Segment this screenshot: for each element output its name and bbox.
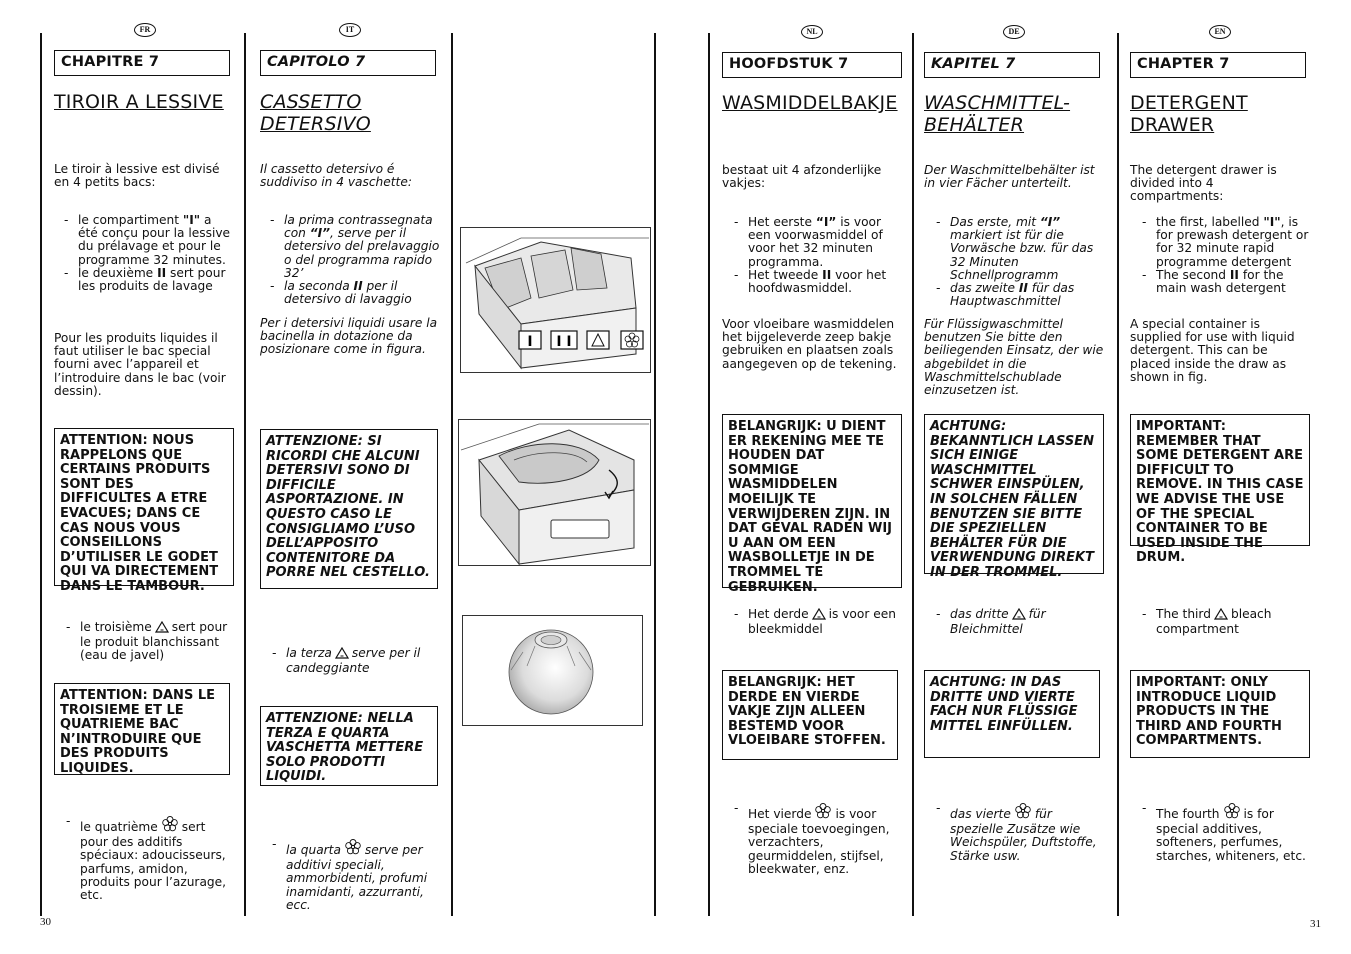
list-item-text: das zweite (950, 281, 1019, 296)
bullet-list (936, 216, 1108, 308)
list-item-text: a été conçu pour la lessive du prélavage et pour le programme 32 minutes. (78, 213, 231, 267)
liquid-detergent-text: Für Flüssigwaschmittel benutzen Sie bitte den beiliegenden Einsatz, der wie abgebildet in die Waschmittelschublade einzusetzen ist. (924, 317, 1104, 398)
language-flag-nl: NL (801, 25, 823, 39)
bleach-triangle-icon (1214, 608, 1228, 623)
section-title (260, 91, 371, 135)
bullet-list (734, 802, 904, 876)
warning-box: BELANGRIJK: HET DERDE EN VIERDE VAKJE ZIJN ALLEEN BESTEMD VOOR VLOEIBARE STOFFEN. (722, 670, 898, 760)
list-item-text: The third (1156, 607, 1211, 621)
bullet-list (66, 815, 236, 902)
list-item (64, 214, 232, 267)
chapter-heading: HOOFDSTUK 7 (722, 52, 902, 78)
list-item-text: le compartiment (78, 213, 183, 227)
section-title (924, 92, 1070, 136)
list-item (734, 802, 904, 876)
flower-icon (814, 802, 832, 823)
figure-detergent-drawer (460, 227, 651, 373)
list-item-text: markiert ist für die Vorwäsche bzw. für das 32 Minuten Schnellprogramm (950, 228, 1094, 282)
list-item (1142, 216, 1314, 269)
list-item-text: bleach compartment (1156, 607, 1272, 637)
bullet-list (64, 214, 232, 293)
flower-icon (161, 815, 179, 836)
list-item (936, 802, 1108, 863)
compartment-mark: "I" (1263, 215, 1281, 229)
figure-liquid-container (458, 419, 651, 566)
list-item (1142, 802, 1314, 863)
section-title-line: DETERSIVO (260, 113, 371, 135)
list-item-text: serve per additivi speciali, ammorbidenti, profumi inamidanti, azzurranti, ecc. (286, 843, 428, 912)
bullet-list (1142, 608, 1314, 636)
warning-box: ATTENZIONE: NELLA TERZA E QUARTA VASCHETTA METTERE SOLO PRODOTTI LIQUIDI. (260, 706, 438, 786)
column-rule (244, 33, 246, 916)
list-item (64, 267, 232, 293)
section-title-line: CASSETTO (260, 91, 362, 113)
list-item (270, 214, 440, 280)
warning-box: IMPORTANT: ONLY INTRODUCE LIQUID PRODUCTS IN THE THIRD AND FOURTH COMPARTMENTS. (1130, 670, 1310, 758)
warning-box: ACHTUNG: IN DAS DRITTE UND VIERTE FACH NUR FLÜSSIGE MITTEL EINFÜLLEN. (924, 670, 1100, 758)
bleach-triangle-icon (335, 647, 349, 662)
list-item-text: la seconda (284, 279, 354, 294)
list-item (66, 815, 236, 902)
bullet-list (270, 214, 440, 306)
compartment-mark: II (353, 279, 363, 294)
bullet-list (272, 647, 442, 675)
list-item-text: für Bleichmittel (950, 607, 1046, 637)
intro-text: bestaat uit 4 afzonderlijke vakjes: (722, 163, 882, 191)
list-item-text: serve per il candeggiante (286, 646, 421, 676)
section-title-line: DETERGENT (1130, 92, 1248, 114)
warning-box: BELANGRIJK: U DIENT ER REKENING MEE TE HOUDEN DAT SOMMIGE WASMIDDELEN MOEILIJK TE VERWIJDEREN ZIJN. IN DAT GEVAL RADEN WIJ U AAN OM EEN WASBOLLETJE IN DE TROMMEL TE GEBRUIKEN. (722, 414, 902, 588)
intro-text: Der Waschmittelbehälter ist in vier Fächer unterteilt. (924, 163, 1095, 191)
list-item-text: für spezielle Zusätze wie Weichspüler, Duftstoffe, Stärke usw. (950, 807, 1097, 863)
section-title-line: WASCHMITTEL- (924, 92, 1071, 114)
chapter-heading: CHAPITRE 7 (54, 50, 230, 76)
warning-box: ATTENTION: NOUS RAPPELONS QUE CERTAINS PRODUITS SONT DES DIFFICULTES A ETRE EVACUES; DANS CE CAS NOUS VOUS CONSEILLONS D’UTILISER LE GODET QUI VA DIRECTEMENT DANS LE TAMBOUR. (54, 428, 234, 586)
intro-text: Il cassetto detersivo é suddiviso in 4 vaschette: (260, 162, 412, 190)
list-item (936, 282, 1108, 308)
compartment-mark: II (1229, 267, 1239, 282)
language-flag-fr: FR (134, 23, 156, 37)
list-item-text: per il detersivo di lavaggio (284, 279, 412, 307)
column-rule (451, 33, 453, 916)
bullet-list (734, 608, 904, 636)
warning-box: ATTENTION: DANS LE TROISIEME ET LE QUATRIEME BAC N’INTRODUIRE QUE DES PRODUITS LIQUIDES. (54, 683, 230, 775)
list-item-text: sert pour les produits de lavage (78, 265, 226, 294)
list-item (270, 280, 440, 306)
compartment-label-2: I I (556, 334, 572, 350)
compartment-mark: “I” (309, 226, 330, 241)
list-item-text: sert pour des additifs spéciaux: adoucisseurs, parfums, amidon, produits pour l’azurage, etc. (80, 820, 227, 903)
flower-icon (1014, 802, 1032, 823)
list-item (1142, 608, 1314, 636)
list-item-text: la prima contrassegnata con (284, 213, 433, 241)
list-item (66, 621, 236, 663)
language-flag-it: IT (339, 23, 361, 37)
list-item-text: das dritte (950, 607, 1009, 621)
column-rule (40, 33, 42, 916)
bullet-list (66, 621, 236, 663)
liquid-detergent-text: Pour les produits liquides il faut utiliser le bac special fourni avec l’appareil et l’introduire dans le bac (voir dessin). (54, 331, 226, 398)
list-item-text: das vierte (950, 807, 1011, 821)
intro-text: Le tiroir à lessive est divisé en 4 petits bacs: (54, 162, 220, 190)
list-item (734, 608, 904, 636)
list-item-text: , serve per il detersivo del prelavaggio o del programma rapido 32’ (284, 226, 440, 280)
list-item-text: , is for prewash detergent or for 32 minute rapid programme detergent (1156, 215, 1309, 269)
compartment-mark: “I” (1039, 215, 1061, 229)
column-rule (912, 33, 914, 916)
section-title-line: BEHÄLTER (924, 114, 1025, 136)
compartment-mark: “I” (815, 215, 837, 229)
flower-icon (344, 838, 362, 859)
compartment-mark: II (822, 267, 832, 282)
list-item (734, 269, 904, 295)
list-item-text: is voor speciale toevoegingen, verzachters, geurmiddelen, stijfsel, bleekwater, enz. (748, 807, 890, 876)
list-item-text: für das Hauptwaschmittel (950, 281, 1075, 309)
list-item-text: le troisième (80, 620, 152, 634)
compartment-mark: "I" (182, 213, 201, 227)
list-item-text: for the main wash detergent (1156, 267, 1286, 296)
list-item-text: la terza (286, 646, 332, 660)
list-item-text: the first, labelled (1156, 215, 1264, 229)
list-item-text: la quarta (286, 843, 341, 857)
page-number-left: 30 (40, 916, 51, 928)
list-item (272, 838, 444, 912)
bullet-list (1142, 802, 1314, 863)
intro-text: The detergent drawer is divided into 4 compartments: (1130, 163, 1277, 204)
compartment-label-1: I (527, 334, 533, 350)
bleach-triangle-icon (155, 621, 169, 636)
bullet-list (272, 838, 444, 912)
column-rule (708, 33, 710, 916)
list-item-text: le quatrième (80, 820, 158, 834)
bleach-triangle-icon (1012, 608, 1026, 623)
column-rule (654, 33, 656, 916)
list-item (936, 216, 1108, 282)
list-item-text: le deuxième (78, 265, 158, 280)
flower-icon (1223, 802, 1241, 823)
list-item-text: Het derde (748, 607, 809, 621)
chapter-heading: CHAPTER 7 (1130, 52, 1306, 78)
chapter-heading: KAPITEL 7 (924, 52, 1100, 78)
compartment-mark: II (1018, 281, 1028, 296)
list-item (936, 608, 1106, 636)
liquid-detergent-text: Voor vloeibare wasmiddelen het bijgeleverde zeep bakje gebruiken en plaatsen zoals aangegeven op de tekening. (722, 317, 897, 371)
list-item-text: Das erste, mit (950, 215, 1040, 229)
page-number-right: 31 (1310, 918, 1321, 930)
list-item-text: voor het hoofdwasmiddel. (748, 267, 887, 296)
list-item (734, 216, 904, 269)
section-title: WASMIDDELBAKJE (722, 92, 898, 114)
bleach-triangle-icon (812, 608, 826, 623)
list-item-text: Het vierde (748, 807, 812, 821)
list-item-text: Het eerste (748, 215, 816, 229)
column-rule (1117, 33, 1119, 916)
bullet-list (936, 608, 1106, 636)
bullet-list (734, 216, 904, 295)
liquid-detergent-text: Per i detersivi liquidi usare la bacinella in dotazione da posizionare come in figura. (260, 316, 438, 357)
list-item-text: is voor een bleekmiddel (748, 607, 896, 637)
list-item-text: The second (1156, 267, 1230, 282)
section-title (1130, 92, 1248, 136)
list-item-text: The fourth (1156, 807, 1220, 821)
list-item-text: sert pour le produit blanchissant (eau de javel) (80, 620, 228, 663)
warning-box: ATTENZIONE: SI RICORDI CHE ALCUNI DETERSIVI SONO DI DIFFICILE ASPORTAZIONE. IN QUESTO CASO LE CONSIGLIAMO L’USO DELL’APPOSITO CONTENITORE DA PORRE NEL CESTELLO. (260, 429, 438, 589)
liquid-detergent-text: A special container is supplied for use with liquid detergent. This can be placed inside the draw as shown in fig. (1130, 317, 1295, 384)
list-item-text: Het tweede (748, 267, 823, 282)
list-item-text: is for special additives, softeners, perfumes, starches, whiteners, etc. (1156, 807, 1306, 863)
list-item (272, 647, 442, 675)
warning-box: ACHTUNG: BEKANNTLICH LASSEN SICH EINIGE WASCHMITTEL SCHWER EINSPÜLEN, IN SOLCHEN FÄLLEN BENUTZEN SIE BITTE DIE SPEZIELLEN BEHÄLTER FÜR DIE VERWENDUNG DIREKT IN DER TROMMEL. (924, 414, 1104, 574)
chapter-heading: CAPITOLO 7 (260, 50, 436, 76)
compartment-mark: II (157, 265, 167, 280)
list-item-text: is voor een voorwasmiddel of voor het 32 minuten programma. (748, 215, 883, 269)
list-item (1142, 269, 1314, 295)
warning-box: IMPORTANT: REMEMBER THAT SOME DETERGENT ARE DIFFICULT TO REMOVE. IN THIS CASE WE ADVISE THE USE OF THE SPECIAL CONTAINER TO BE USED INSIDE THE DRUM. (1130, 414, 1310, 546)
section-title-line: DRAWER (1130, 114, 1215, 136)
language-flag-en: EN (1209, 25, 1231, 39)
language-flag-de: DE (1003, 25, 1025, 39)
bullet-list (936, 802, 1108, 863)
figure-dispenser-ball (462, 615, 643, 726)
section-title: TIROIR A LESSIVE (54, 91, 224, 113)
bullet-list (1142, 216, 1314, 295)
